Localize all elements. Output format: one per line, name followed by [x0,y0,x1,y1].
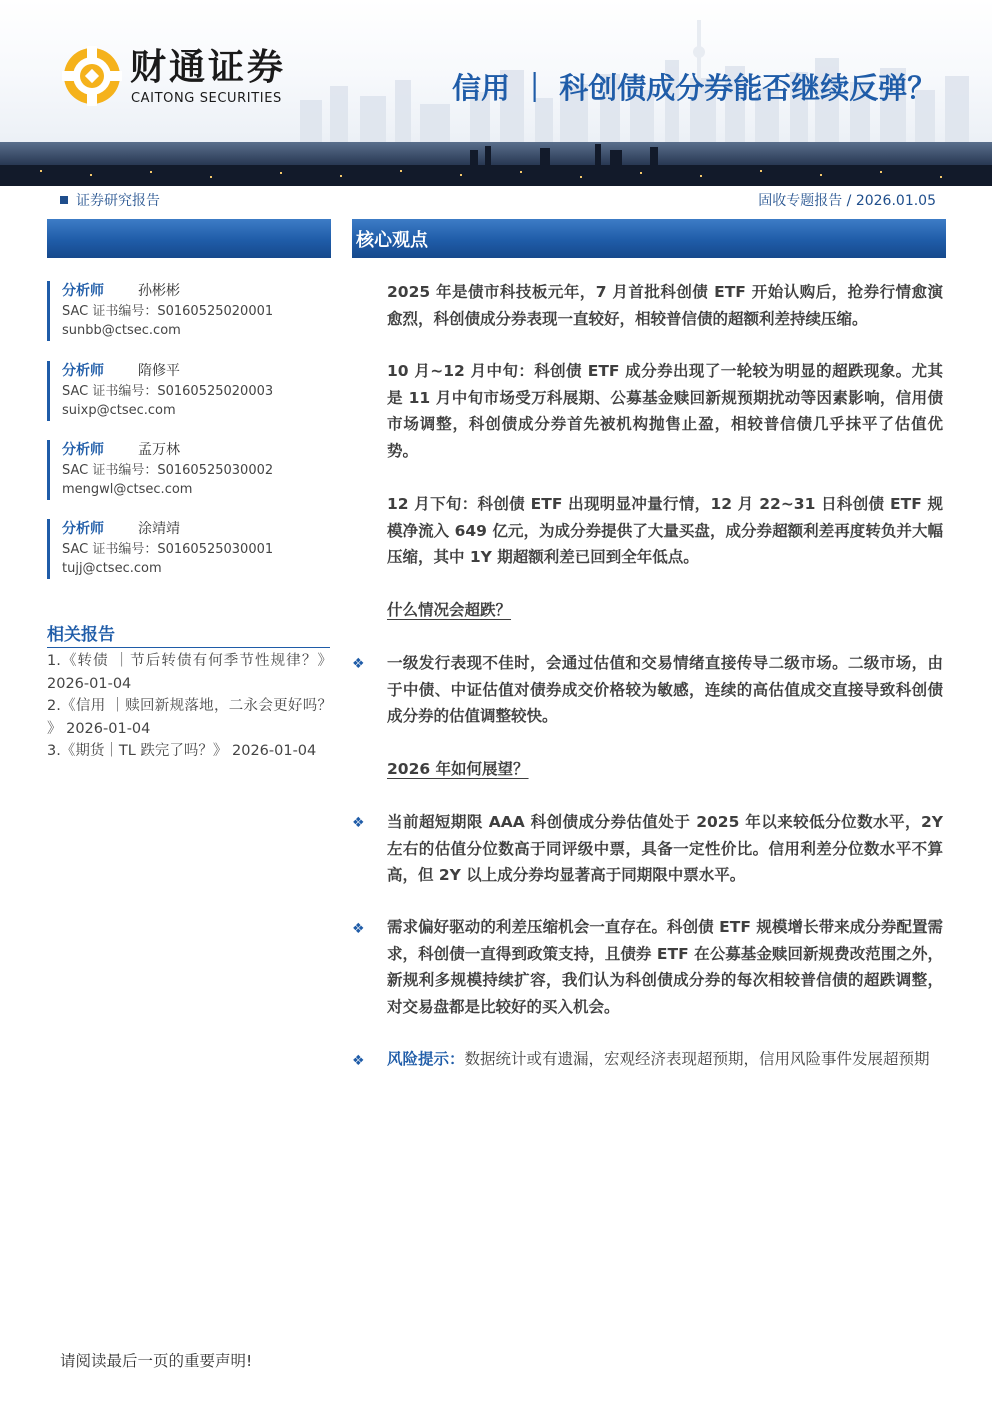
analyst-email[interactable]: mengwl@ctsec.com [62,482,193,497]
analyst-role: 分析师 [62,442,104,458]
analyst-cert: SAC 证书编号：S0160525020001 [62,304,274,319]
related-reports-title: 相关报告 [47,625,115,645]
header-banner [0,0,992,186]
analyst-card [47,281,334,341]
analyst-name: 涂靖靖 [138,521,180,537]
analyst-name: 孙彬彬 [138,283,180,299]
related-report-item[interactable]: 2.《信用 ｜赎回新规落地，二永会更好吗？ 》 2026-01-04 [47,698,332,737]
paragraph-intro: 2025 年是债市科技板元年，7 月首批科创债 ETF 开始认购后，抢券行情愈演愈烈，科创债成分券表现一直较好，相较普信债的超额利差持续压缩。 [387,283,943,328]
analyst-cert: SAC 证书编号：S0160525020003 [62,384,274,399]
analyst-name: 孟万林 [138,442,180,458]
bullet-paragraph: 需求偏好驱动的利差压缩机会一直存在。科创债 ETF 规模增长带来成分券配置需求，科创债一直得到政策支持，且债券 ETF 在公募基金赎回新规费改范围之外，新规利多规模持续扩容，我们认为科创债成分券的每次相较普信债的超跌调整，对交易盘都是比较好的买入机会。 [387,918,943,1016]
diamond-bullet-icon: ❖ [352,921,365,937]
report-category [60,192,160,210]
diamond-bullet-icon: ❖ [352,815,365,831]
bullet-paragraph: 当前超短期限 AAA 科创债成分券估值处于 2025 年以来较低分位数水平，2Y 左右的估值分位数高于同评级中票，具备一定性价比。信用利差分位数水平不算高，但 2Y 以上成分券均显著高于同期限中票水平。 [387,813,943,884]
bullet-paragraph: 一级发行表现不佳时，会通过估值和交易情绪直接传导二级市场。二级市场，由于中债、中证估值对债券成交价格较为敏感，连续的高估值成交直接导致科创债成分券的估值调整较快。 [387,654,943,725]
analyst-card [47,440,334,500]
report-title: 信用 ｜ 科创债成分券能否继续反弹？ [452,71,937,105]
risk-label: 风险提示： [387,1050,465,1068]
analyst-cert: SAC 证书编号：S0160525030002 [62,463,274,478]
paragraph-oct-dec: 10 月~12 月中旬：科创债 ETF 成分券出现了一轮较为明显的超跌现象。尤其是 11 月中旬市场受万科展期、公募基金赎回新规预期扰动等因素影响，信用债市场调整，科创债成分券首先被机构抛售止盈，相较普信债几乎抹平了估值优势。 [387,362,943,460]
diamond-bullet-icon: ❖ [352,1053,365,1069]
sidebar-title-bar [47,219,331,258]
risk-text: 数据统计或有遗漏，宏观经济表现超预期，信用风险事件发展超预期 [464,1050,930,1068]
related-reports-list [47,650,332,763]
analyst-email[interactable]: tujj@ctsec.com [62,561,162,576]
report-type-date: 固收专题报告 / 2026.01.05 [758,193,936,209]
analyst-email[interactable]: sunbb@ctsec.com [62,323,181,338]
analyst-email[interactable]: suixp@ctsec.com [62,403,176,418]
analyst-role: 分析师 [62,283,104,299]
analyst-name: 隋修平 [138,363,180,379]
diamond-bullet-icon: ❖ [352,656,365,672]
question-heading: 什么情况会超跌？ [387,601,512,619]
caitong-logo-icon [60,44,124,108]
related-report-item[interactable]: 1.《转债 ｜节后转债有何季节性规律？》 2026-01-04 [47,653,332,692]
question-heading: 2026 年如何展望？ [387,760,529,778]
paragraph-late-dec: 12 月下旬：科创债 ETF 出现明显冲量行情，12 月 22~31 日科创债 ETF 规模净流入 649 亿元，为成分券提供了大量买盘，成分券超额利差再度转负并大幅压缩，其中 1Y 期超额利差已回到全年低点。 [387,495,943,566]
analyst-role: 分析师 [62,363,104,379]
footer-disclaimer-note: 请阅读最后一页的重要声明! [60,1352,253,1370]
related-report-item[interactable]: 3.《期货｜TL 跌完了吗？》 2026-01-04 [47,743,317,759]
core-view-title: 核心观点 [356,230,428,251]
related-reports-divider [47,647,330,648]
report-category-label: 证券研究报告 [76,193,160,209]
risk-warning [387,1046,943,1073]
brand-name-en: CAITONG SECURITIES [131,91,282,106]
square-bullet-icon [60,196,68,204]
analyst-role: 分析师 [62,521,104,537]
analyst-card [47,361,334,421]
core-view-bar [352,219,946,258]
analyst-card [47,519,334,579]
analyst-cert: SAC 证书编号：S0160525030001 [62,542,274,557]
brand-name-cn: 财通证券 [130,47,287,88]
